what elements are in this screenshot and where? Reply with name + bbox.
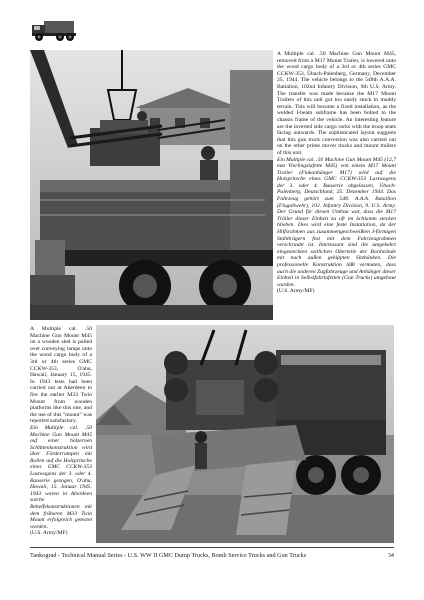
caption-english: A Multiple cal. .50 Machine Gun Mount M45 on a wooden sled is pulled over conveying ramps onto the wood cargo body of a 3rd or 4th series GMC CCKW-353, O'ahu, Hawaii, January 15, 1945. In 1943 tests had been carried out at Aberdeen to fire the earlier M33 Twin Mount from wooden platforms like this one, and the use of this "mount" was reported satisfactory.: [30, 326, 92, 425]
footer-series-title: Tankograd - Technical Manual Series - U.S. WW II GMC Dump Trucks, Bomb Service Trucks and Gun Trucks: [30, 552, 307, 559]
caption-left-column: [30, 326, 92, 537]
photo-gun-mount-on-ramps: [96, 325, 394, 543]
photo-credit: (U.S. Army/MF): [277, 288, 315, 295]
caption-english: A Multiple cal. .50 Machine Gun Mount M45, removed from a M17 Mount Trailer, is lowered onto the wood cargo body of a 3rd or 4th series GMC CCKW-353, Übach-Palenberg, Germany, December 25, 1944. The vehicle belongs to the 548th A.A.A. Battalion, 102nd Infantry Division, 9th U.S. Army. The transfer was made because the M17 Mount Trailers of this unit got too easily stuck in muddy terrain. This will become a fixed installation, as the welded I-beam subframe has been bolted to the chassis frame of the vehicle. An interesting feature are the inverted side cargo racks with the troop seats facing outwards. The sophisticated layout suggests that this gun truck conversion was also carried out on the other prime mover trucks and mount trailers of this unit.: [277, 51, 396, 156]
truck-logo-icon: [30, 16, 80, 42]
photo-illustration: [30, 50, 273, 320]
page-number: 34: [387, 552, 394, 559]
caption-german: Ein Multiple cal. .50 Machine Gun Mount M45 auf einer hölzernen Schlittenkonstruktion wird über Förderrampen mit Rollen auf die Holzpritsche eines GMC CCKW-353 Lastwagens der 3. oder 4. Bauserie gezogen, O'ahu, Hawaii, 15. Januar 1945. 1943 waren in Aberdeen solche Behelfskonstruktionen mit dem früheren M33 Twin Mount erfolgreich getestet worden.: [30, 424, 92, 530]
caption-german: Ein Multiple cal. .50 Machine Gun Mount M45 (12,7 mm Vierlingslafette M45) von einem M17 Mount Trailer (Flakanhänger M17) wird auf die Holzpritsche eines GMC CCKW-353 Lastwagens der 3. oder 4. Bauserie abgelassen, Übach-Palenberg, Deutschland, 25. Dezember 1944. Das Fahrzeug gehört zum 548. A.A.A. Bataillon (Flugabwehr), 102. Infantry Division, 9. U.S. Army. Der Grund für diesen Umbau war, dass die M17 Träiler dieser Einheit zu oft im Schlamm stecken blieben. Dies wird eine feste Installation, da der Hilfsrahmen aus zusammengeschweißten I-förmigen Stahlträgern fest mit dem Fahrzeugrahmen verschraubt ist. Interessant sind die umgekehrt eingesteckten seitlichen Oberteile der Bordwände mit nach außen gekippten Sitzbänken. Die professionelle Konstruktion läßt vermuten, dass auch die anderen Zugfahrzeuge und Anhänger dieser Einheit in Selbstfahrlafetten (Gun Trucks) umgebaut wurden.: [277, 156, 397, 288]
photo-illustration: [96, 325, 394, 543]
photo-credit: (U.S. Army/MF): [30, 530, 68, 537]
footer: [30, 552, 394, 560]
photo-gun-mount-lowered-onto-truck: [30, 50, 273, 320]
caption-right-column: [277, 51, 396, 295]
footer-rule: [30, 547, 394, 548]
